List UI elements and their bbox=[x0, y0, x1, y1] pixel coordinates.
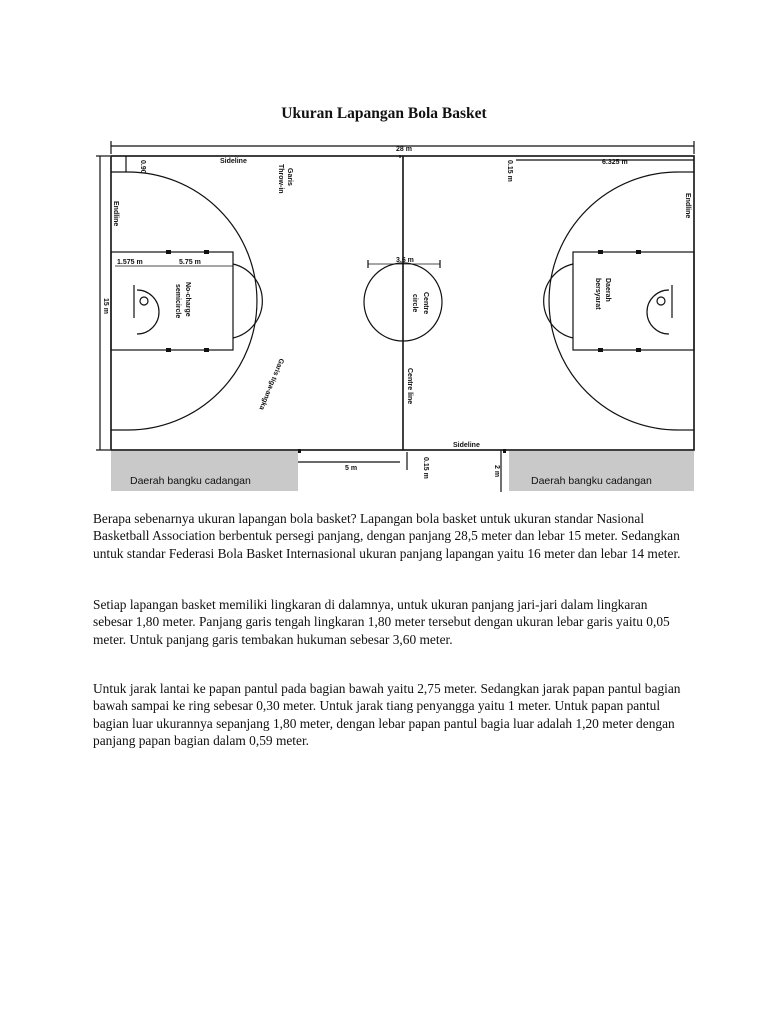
throw-in-label-2: Throw-in bbox=[277, 164, 284, 194]
sideline-bottom-label: Sideline bbox=[453, 442, 480, 449]
page-title: Ukuran Lapangan Bola Basket bbox=[281, 105, 487, 122]
bench-right-label: Daerah bangku cadangan bbox=[531, 475, 652, 487]
dim-3-6-label: 3.6 m bbox=[396, 257, 414, 264]
sideline-top-label: Sideline bbox=[220, 158, 247, 165]
bersyarat-label: bersyarat bbox=[594, 278, 601, 310]
no-charge-label: No-charge bbox=[184, 282, 191, 317]
hoop-right bbox=[657, 297, 665, 305]
dim-2m-label: 2 m bbox=[493, 465, 500, 478]
paragraph: Berapa sebenarnya ukuran lapangan bola basket? Lapangan bola basket untuk ukuran standar Nasional Basketball Association berbentuk persegi panjang, dengan panjang 28,5 meter dan lebar 15 meter. Sedangkan untuk standar Federasi Bola Basket Internasional ukuran panjang lapangan yaitu 16 meter dan lebar 14 meter. bbox=[93, 511, 681, 561]
endline-right-label: Endline bbox=[684, 193, 691, 219]
circle-label: circle bbox=[411, 294, 418, 313]
restricted-area-right bbox=[573, 252, 694, 350]
endline-left-label: Endline bbox=[112, 201, 119, 227]
restricted-area-left bbox=[111, 252, 233, 350]
basketball-court-diagram bbox=[93, 138, 700, 494]
dim-0-90-label: 0.90 bbox=[139, 160, 146, 174]
dim-0-15-bottom-label: 0.15 m bbox=[422, 457, 429, 479]
centre-label: Centre bbox=[422, 292, 429, 315]
semicircle-label: semicircle bbox=[174, 284, 181, 319]
dim-0-15-top-label: 0.15 m bbox=[506, 160, 513, 182]
three-point-line-left bbox=[128, 172, 257, 430]
throw-in-label: Garis bbox=[286, 168, 293, 186]
three-point-label: Garis tiga-angka bbox=[257, 357, 285, 411]
dim-5-75-label: 5.75 m bbox=[179, 259, 201, 266]
hoop-left bbox=[140, 297, 148, 305]
bench-left-label: Daerah bangku cadangan bbox=[130, 475, 251, 487]
width-label: 15 m bbox=[102, 298, 109, 314]
free-throw-semicircle-left bbox=[233, 264, 262, 338]
length-label: 28 m bbox=[396, 146, 412, 153]
free-throw-semicircle-right bbox=[544, 264, 573, 338]
paragraph: Setiap lapangan basket memiliki lingkaran di dalamnya, untuk ukuran panjang jari-jari dalam lingkaran sebesar 1,80 meter. Panjang garis tengah lingkaran 1,80 meter tersebut dengan ukuran lebar garis yaitu 0,05 meter. Untuk panjang garis tembakan hukuman sebesar 3,60 meter. bbox=[93, 597, 670, 647]
dim-1-575-label: 1.575 m bbox=[117, 259, 143, 266]
three-point-line-right bbox=[549, 172, 678, 430]
dim-6-325-label: 6.325 m bbox=[602, 159, 628, 166]
paragraph: Untuk jarak lantai ke papan pantul pada bagian bawah yaitu 2,75 meter. Sedangkan jarak papan pantul bagian bawah sampai ke ring sebesar 0,30 meter. Untuk jarak tiang penyangga yaitu 1 meter. Untuk papan pantul bagian luar ukurannya sepanjang 1,80 meter, dengan lebar papan pantul bagia luar adalah 1,20 meter dengan panjang papan bagian dalam 0,59 meter. bbox=[93, 681, 681, 748]
daerah-label: Daerah bbox=[604, 278, 611, 302]
centre-line-label: Centre line bbox=[406, 368, 413, 405]
dim-5m-label: 5 m bbox=[345, 465, 358, 472]
